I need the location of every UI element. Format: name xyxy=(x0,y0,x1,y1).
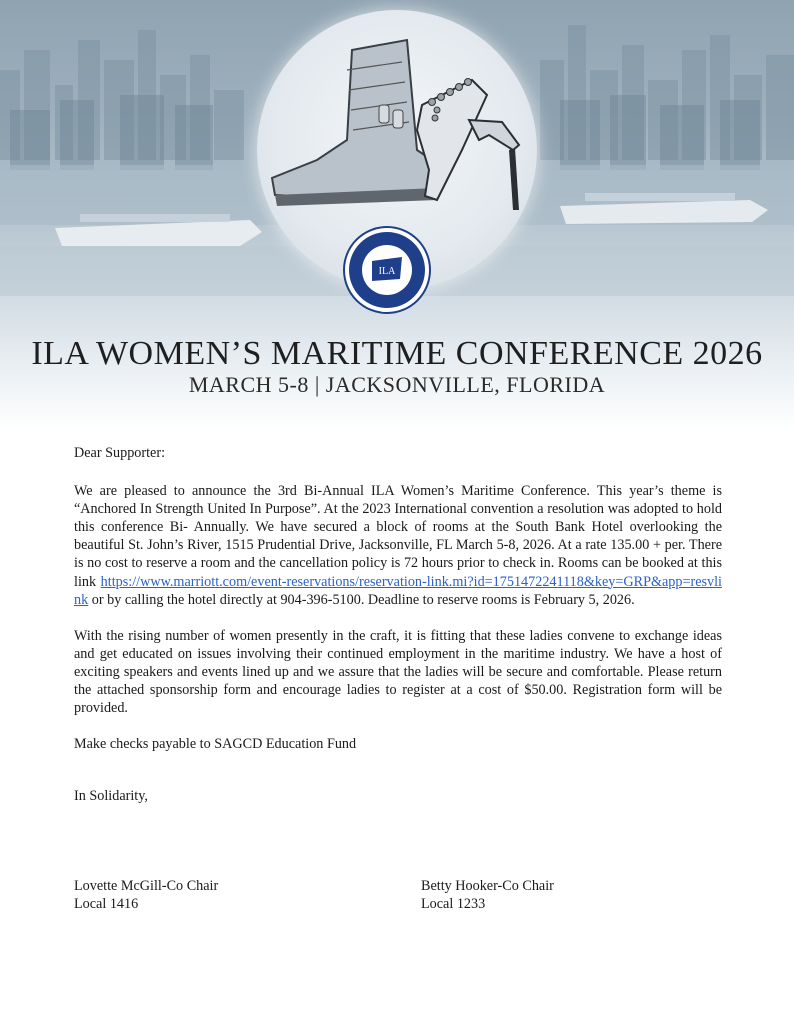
signer-name: Lovette McGill-Co Chair xyxy=(74,878,219,894)
signature-left xyxy=(74,877,218,913)
svg-text:ILA: ILA xyxy=(378,266,396,277)
paragraph-details: With the rising number of women presently in the craft, it is fitting that these ladies convene to exchange ideas and get educated on issues involving their continued employment in the maritime industry. We have a host of exciting speakers and events lined up and we assure that the ladies will be secure and comfortable. Please return the attached sponsorship form and encourage ladies to register at a cost of $50.00. Registration form will be provided. xyxy=(74,627,722,717)
signer-local: Local 1416 xyxy=(74,896,139,913)
ila-seal-logo xyxy=(342,225,432,315)
payment-instructions: Make checks payable to SAGCD Education Fund xyxy=(74,736,357,753)
conference-title: ILA WOMEN’S MARITIME CONFERENCE 2026 xyxy=(31,335,763,372)
conference-dates-location: MARCH 5-8 | JACKSONVILLE, FLORIDA xyxy=(188,372,606,397)
salutation: Dear Supporter: xyxy=(74,445,166,461)
signer-local: Local 1233 xyxy=(421,896,486,913)
announcement-text-tail: or by calling the hotel directly at 904-396-5100. Deadline to reserve rooms is February 5, 2026. xyxy=(88,591,635,608)
announcement-text: We are pleased to announce the 3rd Bi-Annual ILA Women’s Maritime Conference. This year’s theme is “Anchored In Strength United In Purpose”. At the 2023 International convention a resolution was adopted to hold this conference Bi- Annually. We have secured a block of rooms at the South Bank Hotel overlooking the beautiful St. John’s River, 1515 Prudential Drive, Jacksonville, FL March 5-8, 2026. At a rate 135.00 + per. There is no cost to reserve a room and the cancellation policy is 72 hours prior to check in. Rooms can be booked at this link xyxy=(74,483,722,590)
signature-right xyxy=(421,877,554,913)
signer-name: Betty Hooker-Co Chair xyxy=(421,878,554,894)
paragraph-announcement xyxy=(74,482,722,609)
reservation-link[interactable]: https://www.marriott.com/event-reservations/reservation-link.mi?id=1751472241118&key=GRP&app=resvlink xyxy=(74,573,722,608)
letter-body xyxy=(74,444,722,841)
conference-banner xyxy=(0,0,794,430)
closing: In Solidarity, xyxy=(74,788,148,805)
